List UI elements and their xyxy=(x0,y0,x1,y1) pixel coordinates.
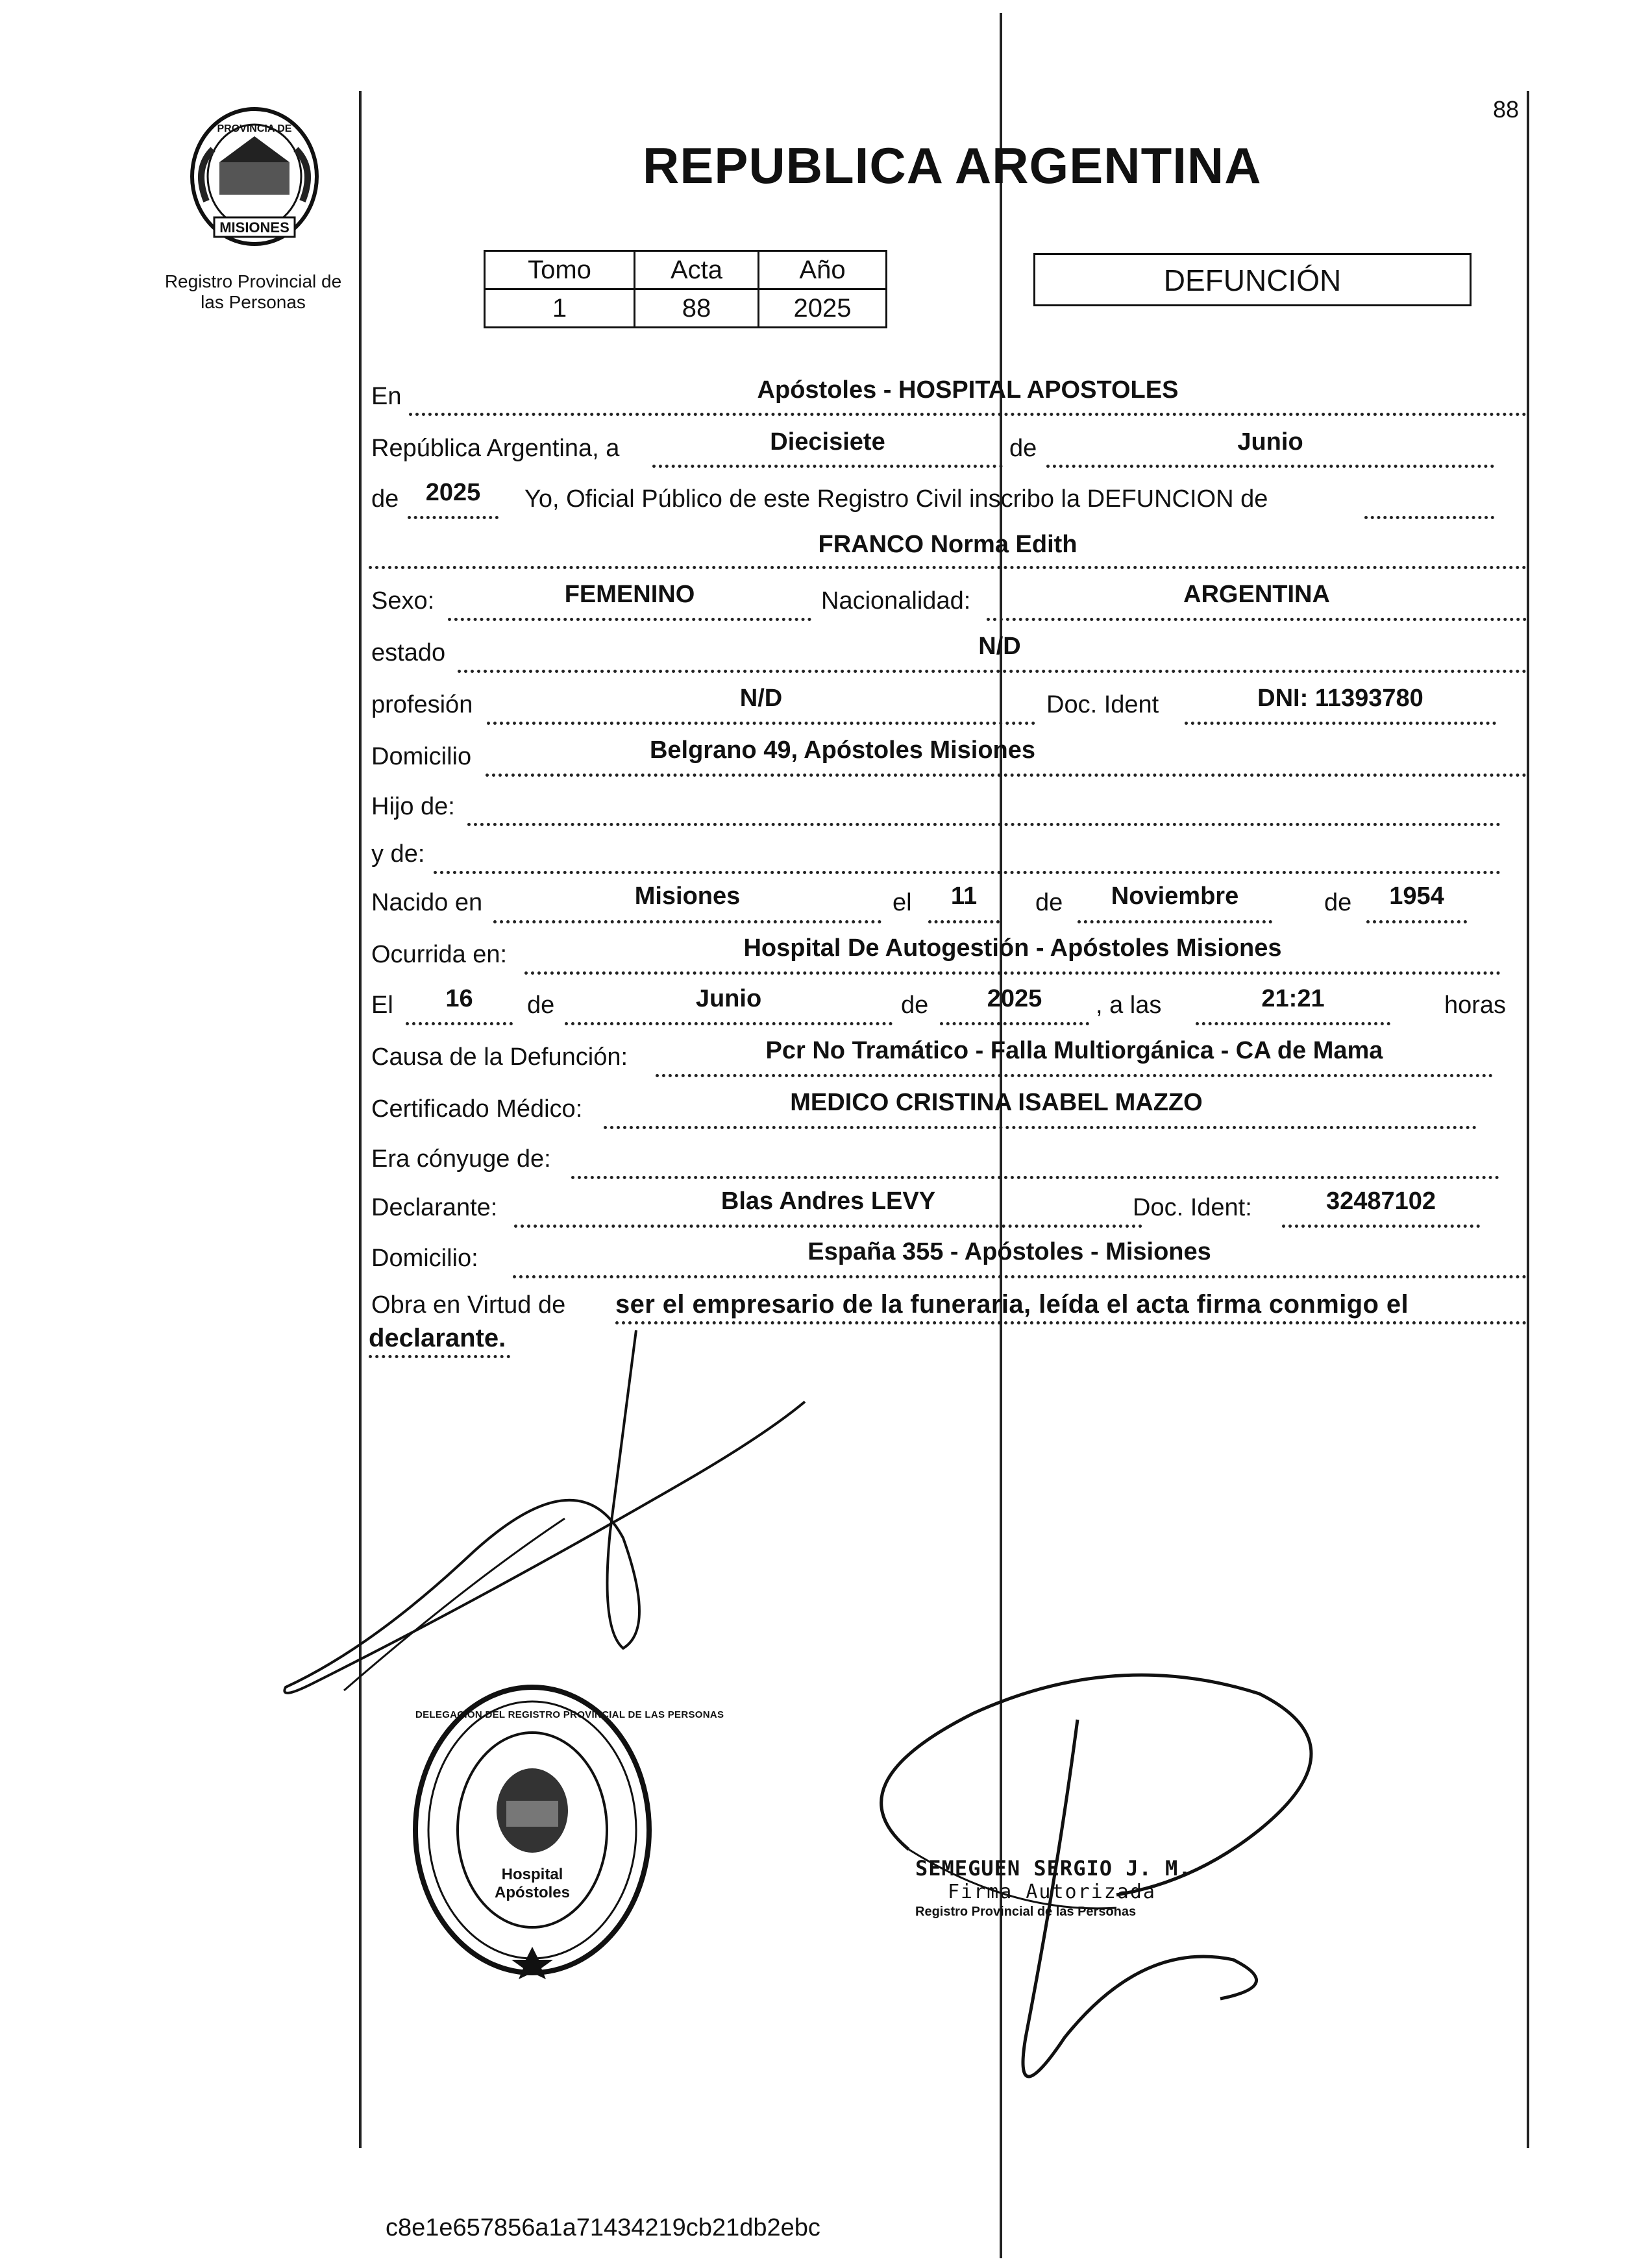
record-table-acta: 88 xyxy=(635,289,759,328)
line-causa xyxy=(656,1074,1493,1077)
label-el: el xyxy=(893,889,912,916)
value-nacido-dia: 11 xyxy=(950,883,978,910)
line-estado xyxy=(458,670,1527,673)
official-seal xyxy=(409,1681,724,1979)
label-ocurrida-en: Ocurrida en: xyxy=(371,941,508,968)
record-table-header-tomo: Tomo xyxy=(485,251,635,289)
value-fallec-mes: Junio xyxy=(695,985,762,1012)
line-en xyxy=(409,413,1527,416)
value-fallec-dia: 16 xyxy=(445,985,473,1012)
value-sexo: FEMENINO xyxy=(564,581,695,608)
label-declarante: Declarante: xyxy=(371,1194,498,1221)
value-nacido-en: Misiones xyxy=(634,883,741,910)
line-hora xyxy=(1196,1022,1390,1025)
label-estado: estado xyxy=(371,639,446,666)
value-certificado: MEDICO CRISTINA ISABEL MAZZO xyxy=(790,1089,1203,1116)
line-anio xyxy=(408,516,499,519)
label-profesion: profesión xyxy=(371,691,473,718)
label-causa: Causa de la Defunción: xyxy=(371,1043,628,1071)
page-title: REPUBLICA ARGENTINA xyxy=(643,137,1262,194)
signer-office: Registro Provincial de las Personas xyxy=(915,1905,1137,1919)
value-profesion: N/D xyxy=(739,685,783,712)
value-nacido-mes: Noviembre xyxy=(1111,883,1239,910)
value-hora: 21:21 xyxy=(1261,985,1325,1012)
value-obra-line-1: ser el empresario de la funeraria, leída el acta firma conmigo el xyxy=(615,1290,1409,1319)
label-el-cap: El xyxy=(371,992,393,1019)
label-de-fallec-anio: de xyxy=(901,992,929,1019)
left-margin-rule xyxy=(359,91,362,2148)
record-table-header-acta: Acta xyxy=(635,251,759,289)
declarant-signature xyxy=(273,1324,818,1700)
seal-inner-text: Hospital Apóstoles xyxy=(494,1866,570,1901)
value-ocurrida-en: Hospital De Autogestión - Apóstoles Misiones xyxy=(743,934,1282,962)
label-doc-ident-2: Doc. Ident: xyxy=(1133,1194,1252,1221)
line-sexo xyxy=(448,618,811,621)
value-nacionalidad: ARGENTINA xyxy=(1183,581,1330,608)
value-domicilio: Belgrano 49, Apóstoles Misiones xyxy=(649,737,1036,764)
line-nombre xyxy=(369,566,1527,569)
value-estado: N/D xyxy=(978,633,1021,660)
value-fallec-anio: 2025 xyxy=(987,985,1042,1012)
line-conyuge xyxy=(571,1176,1499,1179)
value-anio: 2025 xyxy=(425,479,481,506)
line-profesion xyxy=(487,722,1035,725)
line-domicilio xyxy=(486,774,1527,777)
label-domicilio-2: Domicilio: xyxy=(371,1245,478,1272)
emblem-banner-text: MISIONES xyxy=(219,219,289,236)
value-obra-line-2: declarante. xyxy=(369,1324,506,1352)
value-causa: Pcr No Tramático - Falla Multiorgánica - CA de Mama xyxy=(765,1037,1383,1064)
line-fallec-anio xyxy=(940,1022,1089,1025)
label-nacionalidad: Nacionalidad: xyxy=(821,587,971,615)
line-dia xyxy=(652,465,1003,468)
record-table xyxy=(484,250,887,328)
value-documento: DNI: 11393780 xyxy=(1257,685,1423,712)
line-nacido-en xyxy=(493,920,881,923)
label-de-mes: de xyxy=(1009,435,1037,462)
registry-line-1: Registro Provincial de xyxy=(164,271,342,291)
value-declarante: Blas Andres LEVY xyxy=(721,1188,936,1215)
seal-ring-text: DELEGACION DEL REGISTRO PROVINCIAL DE LAS PERSONAS xyxy=(415,1709,724,1720)
label-y-de: y de: xyxy=(371,840,425,868)
line-certificado xyxy=(604,1126,1477,1129)
label-sexo: Sexo: xyxy=(371,587,435,615)
label-horas: horas xyxy=(1444,992,1507,1019)
label-domicilio: Domicilio xyxy=(371,743,472,770)
label-nacido-en: Nacido en xyxy=(371,889,483,916)
value-dia-texto: Diecisiete xyxy=(770,428,885,456)
label-de-nac-mes: de xyxy=(1035,889,1063,916)
label-republica: República Argentina, a xyxy=(371,435,620,462)
label-obra-en: Obra en Virtud de xyxy=(371,1291,566,1319)
label-de-nac-anio: de xyxy=(1324,889,1352,916)
label-hijo-de: Hijo de: xyxy=(371,793,455,820)
label-certificado: Certificado Médico: xyxy=(371,1095,583,1123)
label-a-las: , a las xyxy=(1096,992,1162,1019)
record-table-header-anio: Año xyxy=(759,251,887,289)
value-nacido-anio: 1954 xyxy=(1389,883,1444,910)
registry-name xyxy=(130,271,376,313)
line-fallec-dia xyxy=(406,1022,513,1025)
registry-line-2: las Personas xyxy=(201,292,306,312)
label-de-anio: de xyxy=(371,485,399,513)
value-declarante-domicilio: España 355 - Apóstoles - Misiones xyxy=(807,1238,1211,1265)
label-de-fallec-mes: de xyxy=(527,992,555,1019)
line-mes xyxy=(1046,465,1494,468)
signer-role: Firma Autorizada xyxy=(948,1881,1156,1903)
line-nacido-anio xyxy=(1366,920,1467,923)
line-nacionalidad xyxy=(987,618,1527,621)
line-nacido-mes xyxy=(1078,920,1272,923)
value-declarante-doc: 32487102 xyxy=(1325,1188,1436,1215)
signer-stamp xyxy=(915,1856,1253,1920)
line-domicilio-2 xyxy=(513,1275,1527,1278)
value-nombre: FRANCO Norma Edith xyxy=(818,531,1078,558)
record-table-anio: 2025 xyxy=(759,289,887,328)
label-conyuge: Era cónyuge de: xyxy=(371,1145,551,1173)
line-fallec-mes xyxy=(565,1022,893,1025)
label-doc-ident: Doc. Ident xyxy=(1046,691,1159,718)
line-nacido-dia xyxy=(928,920,1000,923)
line-y-de xyxy=(434,871,1501,874)
line-declarante-doc xyxy=(1282,1225,1480,1228)
value-lugar: Apóstoles - HOSPITAL APOSTOLES xyxy=(757,376,1179,404)
emblem-ring-text: PROVINCIA DE xyxy=(217,123,292,134)
province-emblem xyxy=(174,104,335,253)
line-hijo-de xyxy=(467,823,1501,826)
value-mes: Junio xyxy=(1237,428,1303,456)
right-margin-rule xyxy=(1527,91,1529,2148)
line-yo-tail xyxy=(1364,516,1494,519)
page-number: 88 xyxy=(1493,96,1520,123)
label-en: En xyxy=(371,383,402,410)
signer-name: SEMEGUEN SERGIO J. M. xyxy=(915,1856,1192,1881)
label-yo-oficial: Yo, Oficial Público de este Registro Civil inscribo la DEFUNCION de xyxy=(524,485,1268,513)
line-declarante xyxy=(514,1225,1142,1228)
record-table-tomo: 1 xyxy=(485,289,635,328)
record-type: DEFUNCIÓN xyxy=(1163,263,1342,297)
line-ocurrida-en xyxy=(524,971,1501,975)
document-hash: c8e1e657856a1a71434219cb21db2ebc xyxy=(386,2214,820,2241)
line-doc xyxy=(1185,722,1496,725)
